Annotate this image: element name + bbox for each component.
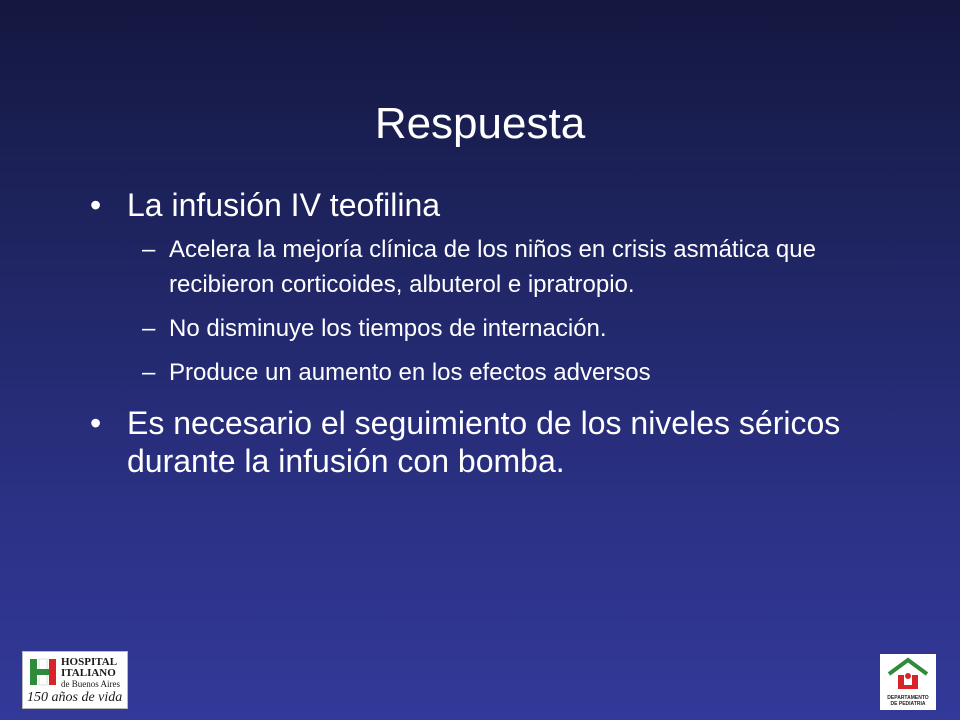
- hospital-name-line: ITALIANO: [61, 667, 116, 679]
- bullet-marker: •: [90, 405, 102, 441]
- hospital-name-line: HOSPITAL: [61, 656, 118, 668]
- hospital-city-line: de Buenos Aires: [61, 679, 120, 689]
- department-name-line: DE PEDIATRIA: [890, 701, 926, 707]
- dash-marker: –: [142, 359, 156, 386]
- bullet-text: Es necesario el seguimiento de los niveles séricos durante la infusión con bomba.: [127, 405, 841, 479]
- slide-body: [86, 186, 866, 480]
- sub-bullet-item: [86, 355, 866, 390]
- hospital-cross-icon: [28, 657, 58, 687]
- sub-bullet-item: [86, 311, 866, 346]
- hospital-tagline: 150 años de vida: [27, 690, 123, 705]
- sub-bullet-item: [86, 232, 866, 302]
- bullet-marker: •: [90, 187, 102, 223]
- house-icon: [886, 657, 930, 693]
- sub-bullet-text: No disminuye los tiempos de internación.: [169, 315, 607, 342]
- sub-bullet-list: [86, 232, 866, 390]
- bullet-text: La infusión IV teofilina: [127, 187, 441, 223]
- sub-bullet-text: Produce un aumento en los efectos adversos: [169, 359, 651, 386]
- departamento-pediatria-logo: [880, 654, 936, 710]
- hospital-italiano-logo: [22, 651, 128, 709]
- department-name-line: DEPARTAMENTO: [887, 695, 929, 701]
- slide-title: Respuesta: [374, 99, 586, 148]
- bullet-item: [86, 186, 866, 224]
- dash-marker: –: [142, 236, 156, 263]
- dash-marker: –: [142, 315, 156, 342]
- bullet-item: [86, 404, 866, 480]
- sub-bullet-text: Acelera la mejoría clínica de los niños en crisis asmática que recibieron corticoides, albuterol e ipratropio.: [169, 236, 816, 298]
